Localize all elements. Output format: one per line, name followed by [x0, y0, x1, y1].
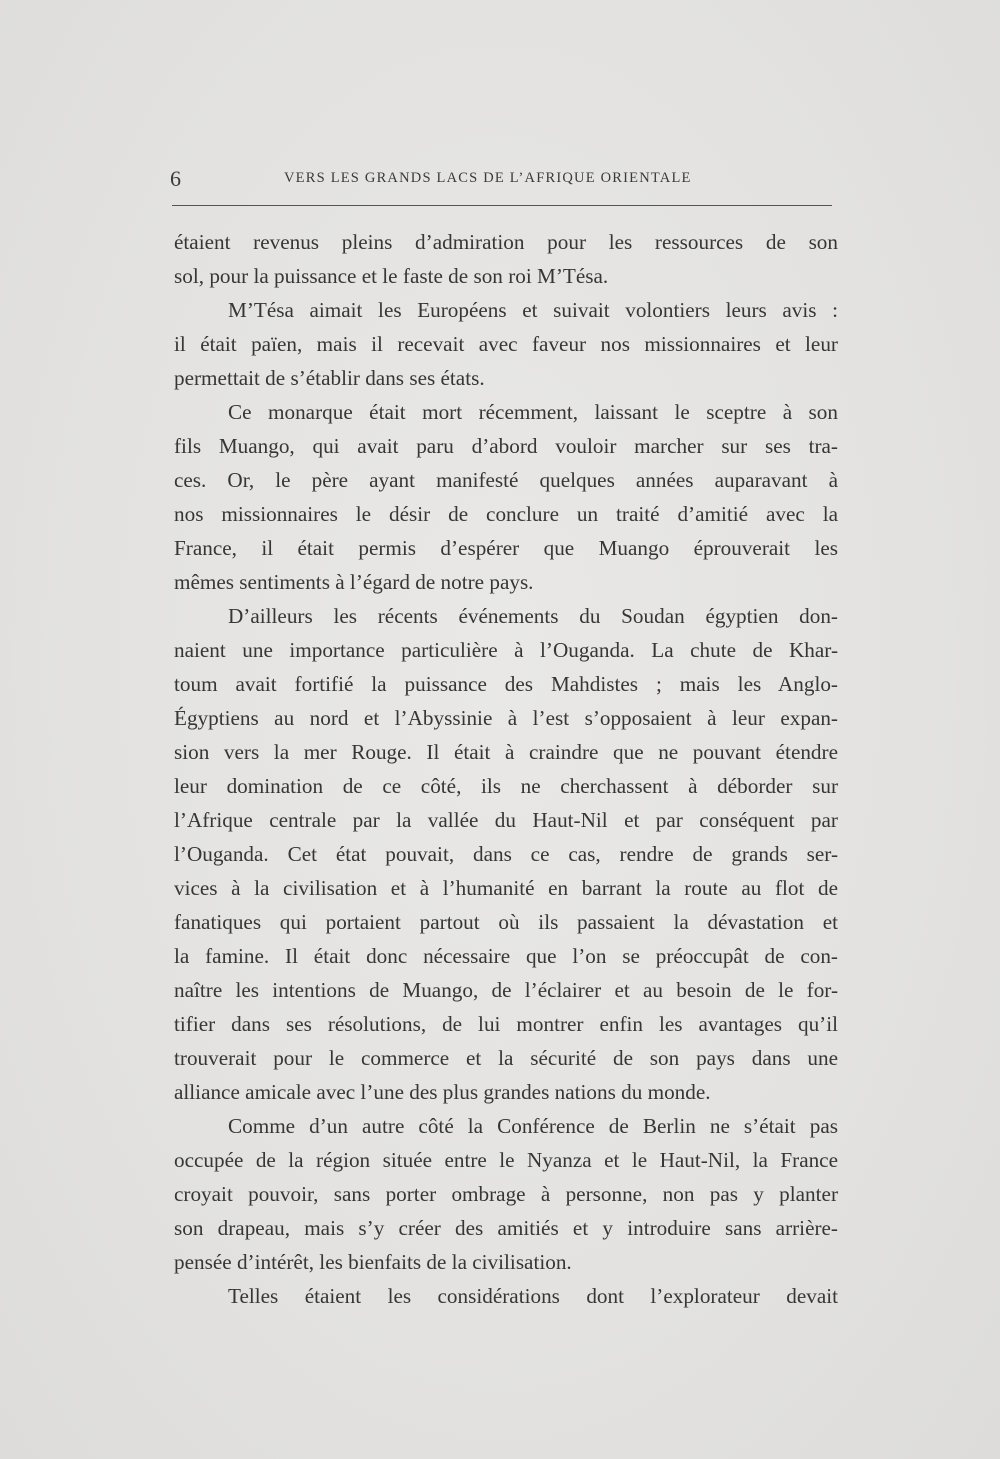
- text-line: Telles étaient les considérations dont l’explorateur devait: [228, 1284, 838, 1308]
- text-line: il était païen, mais il recevait avec faveur nos missionnaires et leur: [174, 332, 838, 356]
- text-line: alliance amicale avec l’une des plus grandes nations du monde.: [174, 1080, 711, 1104]
- text-line: France, il était permis d’espérer que Muango éprouverait les: [174, 536, 838, 560]
- text-line: vices à la civilisation et à l’humanité en barrant la route au flot de: [174, 876, 838, 900]
- body-text: [174, 225, 838, 1313]
- text-line: Égyptiens au nord et l’Abyssinie à l’est s’opposaient à leur expan-: [174, 706, 838, 730]
- text-line: mêmes sentiments à l’égard de notre pays.: [174, 570, 534, 594]
- text-line: Ce monarque était mort récemment, laissant le sceptre à son: [228, 400, 838, 424]
- text-line: croyait pouvoir, sans porter ombrage à personne, non pas y planter: [174, 1182, 838, 1206]
- text-line: nos missionnaires le désir de conclure un traité d’amitié avec la: [174, 502, 838, 526]
- text-line: sol, pour la puissance et le faste de son roi M’Tésa.: [174, 264, 609, 288]
- text-line: Comme d’un autre côté la Conférence de Berlin ne s’était pas: [228, 1114, 838, 1138]
- text-line: l’Afrique centrale par la vallée du Haut-Nil et par conséquent par: [174, 808, 838, 832]
- text-line: toum avait fortifié la puissance des Mahdistes ; mais les Anglo-: [174, 672, 838, 696]
- text-line: permettait de s’établir dans ses états.: [174, 366, 485, 390]
- page-number: 6: [170, 166, 181, 191]
- text-line: naient une importance particulière à l’Ouganda. La chute de Khar-: [174, 638, 838, 662]
- text-line: l’Ouganda. Cet état pouvait, dans ce cas, rendre de grands ser-: [174, 842, 838, 866]
- text-line: trouverait pour le commerce et la sécurité de son pays dans une: [174, 1046, 838, 1070]
- text-line: D’ailleurs les récents événements du Soudan égyptien don-: [228, 604, 838, 628]
- text-line: sion vers la mer Rouge. Il était à craindre que ne pouvant étendre: [174, 740, 838, 764]
- text-line: pensée d’intérêt, les bienfaits de la civilisation.: [174, 1250, 572, 1274]
- text-line: occupée de la région située entre le Nyanza et le Haut-Nil, la France: [174, 1148, 838, 1172]
- text-line: fils Muango, qui avait paru d’abord vouloir marcher sur ses tra-: [174, 434, 838, 458]
- text-line: ces. Or, le père ayant manifesté quelques années auparavant à: [174, 468, 838, 492]
- text-line: la famine. Il était donc nécessaire que l’on se préoccupât de con-: [174, 944, 838, 968]
- header-rule: [172, 205, 832, 206]
- text-line: étaient revenus pleins d’admiration pour les ressources de son: [174, 230, 838, 254]
- text-line: M’Tésa aimait les Européens et suivait volontiers leurs avis :: [228, 298, 838, 322]
- text-line: leur domination de ce côté, ils ne cherchassent à déborder sur: [174, 774, 838, 798]
- running-title: VERS LES GRANDS LACS DE L’AFRIQUE ORIENTALE: [284, 170, 692, 186]
- text-line: fanatiques qui portaient partout où ils passaient la dévastation et: [174, 910, 838, 934]
- text-line: tifier dans ses résolutions, de lui montrer enfin les avantages qu’il: [174, 1012, 838, 1036]
- text-line: naître les intentions de Muango, de l’éclairer et au besoin de le for-: [174, 978, 838, 1002]
- text-line: son drapeau, mais s’y créer des amitiés et y introduire sans arrière-: [174, 1216, 838, 1240]
